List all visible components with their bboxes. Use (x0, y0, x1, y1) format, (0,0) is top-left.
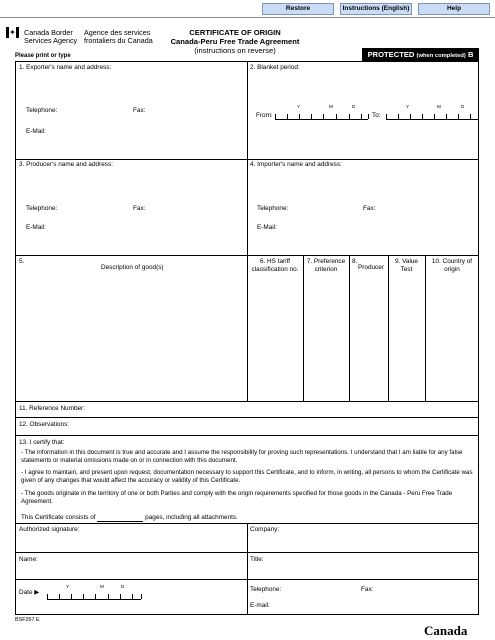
importer-fax-label: Fax: (363, 205, 376, 212)
exporter-email-label: E-Mail: (26, 128, 46, 135)
title-label: Title: (250, 556, 264, 563)
certify-statement-1: - The information in this document is true and accurate and I assume the responsibility for proving such representations. I understand that I am liable for any false statements or material omissions made on or in connection with this document. (21, 449, 463, 464)
exporter-label: 1. Exporter's name and address: (19, 64, 112, 71)
col5-number: 5. (19, 258, 25, 265)
protected-badge: PROTECTED (when completed) B (362, 48, 479, 61)
producer-email-label: E-Mail: (26, 224, 46, 231)
importer-email-label: E-Mail: (257, 224, 277, 231)
exporter-fax-label: Fax: (133, 107, 146, 114)
importer-label: 4. Importer's name and address: (250, 161, 342, 168)
name-label: Name: (19, 556, 38, 563)
signer-fax-label: Fax: (361, 586, 374, 593)
certify-statement-2: - I agree to maintain, and present upon request, documentation necessary to support this Certificate, and to inform, in writing, all persons to whom the Certificate was given of any changes that would affect the accuracy or validity of this Certificate. (21, 469, 473, 484)
page-count-field[interactable] (97, 515, 143, 522)
col-hs-tariff-header: 6. HS tariff classification no. (251, 258, 299, 273)
col-value-test-header: 9. Value Test (395, 258, 418, 273)
reference-number-label: 11. Reference Number: (19, 405, 85, 412)
print-instruction: Please print or type (15, 53, 71, 59)
certify-statement-3: - The goods originate in the territory of one or both Parties and comply with the origin requirements specified for those goods in the Canada - Peru Free Trade Agreement. (21, 490, 453, 505)
observations-label: 12. Observations: (19, 421, 70, 428)
agency-name-fr: Agence des services frontaliers du Canada (84, 28, 153, 45)
col-country-header: 10. Country of origin (431, 258, 473, 273)
canada-wordmark: Canada (424, 623, 468, 638)
form-title: CERTIFICATE OF ORIGIN Canada-Peru Free Trade Agreement (instructions on reverse) (170, 28, 300, 55)
page-count-line: This Certificate consists of pages, including all attachments. (21, 514, 238, 521)
exporter-telephone-label: Telephone: (26, 107, 58, 114)
certificate-form: 1. Exporter's name and address: Telephone: Fax: E-Mail: 2. Blanket period: From: Y M D To: Y M D 3. Producer's name and address: Telephone: Fax: E-Mail: 4. Importer's name and address: Telephone: Fax: E-Mail: 5. Description of good(s) 6. HS tariff classification no. 7. Preference criterion 8. Producer 9. Value Test 10. Country of origin 11. Reference Number: 12. Observations: 13. I certify that: - The information in this document is true and accurate and I assume the responsibility for proving such representations. I understand that I am liable for any false statements or material omissions made on or in connection with this document. - I agree to maintain, and present upon request, documentation necessary to support this Certificate, and to inform, in writing, all persons to whom the Certificate was given of any changes that would affect the accuracy or validity of this Certificate. - The goods originate in the territory of one or both Parties and comply with the origin requirements specified for those goods in the Canada - Peru Free Trade Agreement. This Certificate consists of pages, including all attachments. Authorized signature: Company: Name: Title: Date ▶ Y M D Telephone: Fax: E-mail: (15, 61, 479, 615)
col-preference-header: 7. Preference criterion (306, 258, 346, 273)
col8-number: 8. (352, 258, 358, 265)
from-date-field[interactable] (275, 119, 368, 120)
form-code: BSF267 E (15, 617, 40, 623)
company-label: Company: (250, 526, 280, 533)
authorized-signature-label: Authorized signature: (19, 526, 80, 533)
from-label: From: (256, 112, 273, 119)
date-label: Date ▶ (19, 589, 40, 596)
producer-label: 3. Producer's name and address: (19, 161, 113, 168)
to-label: To: (372, 112, 381, 119)
col-producer-header: Producer (358, 264, 384, 271)
signer-email-label: E-mail: (250, 602, 270, 609)
agency-name-en: Canada Border Services Agency (24, 28, 78, 45)
canada-flag-icon: ✦ (6, 27, 19, 38)
signature-date-field[interactable] (47, 599, 141, 600)
blanket-period-label: 2. Blanket period: (250, 64, 300, 71)
signer-telephone-label: Telephone: (250, 586, 282, 593)
toolbar-divider (0, 17, 495, 18)
importer-telephone-label: Telephone: (257, 205, 289, 212)
to-date-field[interactable] (386, 119, 478, 120)
producer-telephone-label: Telephone: (26, 205, 58, 212)
instructions-english-button[interactable]: Instructions (English) (340, 3, 412, 15)
producer-fax-label: Fax: (133, 205, 146, 212)
restore-button[interactable]: Restore (262, 3, 334, 15)
col-description-header: Description of good(s) (101, 264, 164, 271)
help-button[interactable]: Help (418, 3, 490, 15)
certify-label: 13. I certify that: (19, 439, 65, 446)
